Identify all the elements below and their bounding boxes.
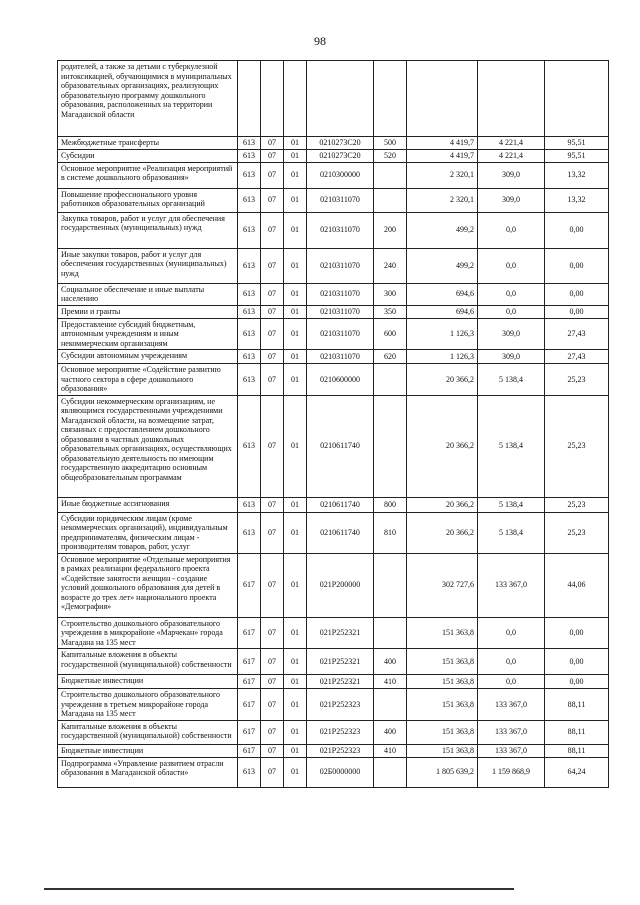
subsection-code-cell: 01 bbox=[284, 350, 307, 364]
ministry-code-cell: 613 bbox=[238, 305, 261, 318]
section-code-cell: 07 bbox=[261, 162, 284, 188]
expense-type-cell: 500 bbox=[374, 137, 407, 150]
table-row bbox=[58, 649, 609, 675]
subsection-code-cell: 01 bbox=[284, 212, 307, 248]
executed-amount-cell: 309,0 bbox=[478, 162, 545, 188]
subsection-code-cell: 01 bbox=[284, 617, 307, 649]
subsection-code-cell: 01 bbox=[284, 744, 307, 757]
table-row bbox=[58, 617, 609, 649]
ministry-code-cell: 613 bbox=[238, 137, 261, 150]
subsection-code-cell: 01 bbox=[284, 497, 307, 512]
approved-amount-cell: 694,6 bbox=[407, 305, 478, 318]
approved-amount-cell: 151 363,8 bbox=[407, 617, 478, 649]
section-code-cell: 07 bbox=[261, 757, 284, 787]
item-name-cell: Межбюджетные трансферты bbox=[58, 137, 238, 150]
execution-percent-cell: 25,23 bbox=[545, 364, 609, 396]
section-code-cell bbox=[261, 61, 284, 137]
approved-amount-cell: 1 126,3 bbox=[407, 318, 478, 350]
subsection-code-cell: 01 bbox=[284, 149, 307, 162]
target-article-cell: 021Р252323 bbox=[307, 744, 374, 757]
executed-amount-cell: 0,0 bbox=[478, 248, 545, 283]
target-article-cell: 021Р200000 bbox=[307, 553, 374, 617]
ministry-code-cell: 613 bbox=[238, 395, 261, 497]
item-name-cell: Капитальные вложения в объекты государственной (муниципальной) собственности bbox=[58, 720, 238, 744]
execution-percent-cell: 25,23 bbox=[545, 395, 609, 497]
executed-amount-cell bbox=[478, 61, 545, 137]
item-name-cell: Закупка товаров, работ и услуг для обеспечения государственных (муниципальных) нужд bbox=[58, 212, 238, 248]
approved-amount-cell: 2 320,1 bbox=[407, 188, 478, 212]
section-code-cell: 07 bbox=[261, 283, 284, 305]
approved-amount-cell: 151 363,8 bbox=[407, 689, 478, 721]
target-article-cell: 0210311070 bbox=[307, 188, 374, 212]
expense-type-cell bbox=[374, 188, 407, 212]
table-row bbox=[58, 318, 609, 350]
executed-amount-cell: 133 367,0 bbox=[478, 720, 545, 744]
table-row bbox=[58, 350, 609, 364]
executed-amount-cell: 5 138,4 bbox=[478, 497, 545, 512]
target-article-cell: 0210611740 bbox=[307, 497, 374, 512]
executed-amount-cell: 5 138,4 bbox=[478, 512, 545, 553]
item-name-cell: Иные закупки товаров, работ и услуг для обеспечения государственных (муниципальных) нужд bbox=[58, 248, 238, 283]
item-name-cell: Предоставление субсидий бюджетным, автономным учреждениям и иным некоммерческим организациям bbox=[58, 318, 238, 350]
target-article-cell: 021Р252321 bbox=[307, 675, 374, 689]
ministry-code-cell: 617 bbox=[238, 720, 261, 744]
subsection-code-cell: 01 bbox=[284, 318, 307, 350]
item-name-cell: Бюджетные инвестиции bbox=[58, 675, 238, 689]
item-name-cell: Социальное обеспечение и иные выплаты населению bbox=[58, 283, 238, 305]
expense-type-cell: 410 bbox=[374, 675, 407, 689]
subsection-code-cell: 01 bbox=[284, 689, 307, 721]
table-row bbox=[58, 675, 609, 689]
section-code-cell: 07 bbox=[261, 744, 284, 757]
page-number: 98 bbox=[314, 34, 326, 48]
item-name-cell: Премии и гранты bbox=[58, 305, 238, 318]
ministry-code-cell: 613 bbox=[238, 188, 261, 212]
approved-amount-cell: 499,2 bbox=[407, 248, 478, 283]
target-article-cell: 0210311070 bbox=[307, 212, 374, 248]
expense-type-cell bbox=[374, 553, 407, 617]
target-article-cell: 0210273С20 bbox=[307, 149, 374, 162]
expense-type-cell: 240 bbox=[374, 248, 407, 283]
execution-percent-cell: 64,24 bbox=[545, 757, 609, 787]
subsection-code-cell: 01 bbox=[284, 305, 307, 318]
approved-amount-cell: 151 363,8 bbox=[407, 675, 478, 689]
ministry-code-cell: 613 bbox=[238, 350, 261, 364]
expense-type-cell: 350 bbox=[374, 305, 407, 318]
execution-percent-cell: 27,43 bbox=[545, 318, 609, 350]
budget-table bbox=[57, 60, 609, 788]
executed-amount-cell: 5 138,4 bbox=[478, 364, 545, 396]
table-row bbox=[58, 61, 609, 137]
expense-type-cell bbox=[374, 617, 407, 649]
table-row bbox=[58, 689, 609, 721]
ministry-code-cell: 613 bbox=[238, 162, 261, 188]
execution-percent-cell: 25,23 bbox=[545, 512, 609, 553]
target-article-cell: 021Р252321 bbox=[307, 649, 374, 675]
subsection-code-cell: 01 bbox=[284, 162, 307, 188]
target-article-cell: 0210311070 bbox=[307, 248, 374, 283]
expense-type-cell: 620 bbox=[374, 350, 407, 364]
execution-percent-cell: 25,23 bbox=[545, 497, 609, 512]
ministry-code-cell: 617 bbox=[238, 649, 261, 675]
approved-amount-cell: 20 366,2 bbox=[407, 364, 478, 396]
subsection-code-cell: 01 bbox=[284, 512, 307, 553]
subsection-code-cell: 01 bbox=[284, 283, 307, 305]
expense-type-cell: 800 bbox=[374, 497, 407, 512]
approved-amount-cell: 499,2 bbox=[407, 212, 478, 248]
table-row bbox=[58, 212, 609, 248]
target-article-cell: 0210300000 bbox=[307, 162, 374, 188]
execution-percent-cell: 95,51 bbox=[545, 149, 609, 162]
section-code-cell: 07 bbox=[261, 305, 284, 318]
item-name-cell: Строительство дошкольного образовательного учреждения в третьем микрорайоне города Магадана на 135 мест bbox=[58, 689, 238, 721]
table-row bbox=[58, 395, 609, 497]
execution-percent-cell: 0,00 bbox=[545, 617, 609, 649]
execution-percent-cell: 13,32 bbox=[545, 188, 609, 212]
execution-percent-cell: 88,11 bbox=[545, 689, 609, 721]
item-name-cell: Основное мероприятие «Содействие развитию частного сектора в сфере дошкольного образования» bbox=[58, 364, 238, 396]
subsection-code-cell: 01 bbox=[284, 720, 307, 744]
executed-amount-cell: 309,0 bbox=[478, 188, 545, 212]
item-name-cell: Субсидии bbox=[58, 149, 238, 162]
ministry-code-cell: 613 bbox=[238, 212, 261, 248]
section-code-cell: 07 bbox=[261, 248, 284, 283]
table-row bbox=[58, 248, 609, 283]
table-row bbox=[58, 744, 609, 757]
table-row bbox=[58, 364, 609, 396]
ministry-code-cell: 617 bbox=[238, 675, 261, 689]
execution-percent-cell: 44,06 bbox=[545, 553, 609, 617]
execution-percent-cell: 0,00 bbox=[545, 649, 609, 675]
executed-amount-cell: 5 138,4 bbox=[478, 395, 545, 497]
ministry-code-cell: 613 bbox=[238, 283, 261, 305]
ministry-code-cell: 613 bbox=[238, 318, 261, 350]
expense-type-cell bbox=[374, 395, 407, 497]
item-name-cell: Иные бюджетные ассигнования bbox=[58, 497, 238, 512]
section-code-cell: 07 bbox=[261, 689, 284, 721]
executed-amount-cell: 133 367,0 bbox=[478, 553, 545, 617]
executed-amount-cell: 0,0 bbox=[478, 305, 545, 318]
target-article-cell: 02Б0000000 bbox=[307, 757, 374, 787]
subsection-code-cell bbox=[284, 61, 307, 137]
item-name-cell: Подпрограмма «Управление развитием отрасли образования в Магаданской области» bbox=[58, 757, 238, 787]
item-name-cell: Капитальные вложения в объекты государственной (муниципальной) собственности bbox=[58, 649, 238, 675]
approved-amount-cell: 20 366,2 bbox=[407, 512, 478, 553]
executed-amount-cell: 0,0 bbox=[478, 283, 545, 305]
executed-amount-cell: 133 367,0 bbox=[478, 744, 545, 757]
table-row bbox=[58, 188, 609, 212]
section-code-cell: 07 bbox=[261, 512, 284, 553]
item-name-cell: Основное мероприятие «Реализация мероприятий в системе дошкольного образования» bbox=[58, 162, 238, 188]
ministry-code-cell: 613 bbox=[238, 149, 261, 162]
subsection-code-cell: 01 bbox=[284, 675, 307, 689]
executed-amount-cell: 0,0 bbox=[478, 675, 545, 689]
approved-amount-cell: 4 419,7 bbox=[407, 137, 478, 150]
item-name-cell: Повышение профессионального уровня работников образовательных организаций bbox=[58, 188, 238, 212]
section-code-cell: 07 bbox=[261, 350, 284, 364]
expense-type-cell: 400 bbox=[374, 649, 407, 675]
ministry-code-cell: 613 bbox=[238, 512, 261, 553]
subsection-code-cell: 01 bbox=[284, 757, 307, 787]
executed-amount-cell: 0,0 bbox=[478, 212, 545, 248]
section-code-cell: 07 bbox=[261, 497, 284, 512]
item-name-cell: родителей, а также за детьми с туберкулезной интоксикацией, обучающимися в муниципальных образовательных организациях, реализующих образовательную программу дошкольного образования, расположенных на территории Магаданской области bbox=[58, 61, 238, 137]
section-code-cell: 07 bbox=[261, 149, 284, 162]
approved-amount-cell: 151 363,8 bbox=[407, 649, 478, 675]
approved-amount-cell: 302 727,6 bbox=[407, 553, 478, 617]
target-article-cell: 0210311070 bbox=[307, 283, 374, 305]
approved-amount-cell: 694,6 bbox=[407, 283, 478, 305]
execution-percent-cell: 13,32 bbox=[545, 162, 609, 188]
target-article-cell: 0210611740 bbox=[307, 512, 374, 553]
target-article-cell bbox=[307, 61, 374, 137]
subsection-code-cell: 01 bbox=[284, 649, 307, 675]
executed-amount-cell: 309,0 bbox=[478, 350, 545, 364]
subsection-code-cell: 01 bbox=[284, 364, 307, 396]
item-name-cell: Основное мероприятие «Отдельные мероприятия в рамках реализации федерального проекта «Содействие занятости женщин - создание условий дошкольного образования для детей в возрасте до трех лет» национального проекта «Демография» bbox=[58, 553, 238, 617]
execution-percent-cell: 0,00 bbox=[545, 248, 609, 283]
subsection-code-cell: 01 bbox=[284, 248, 307, 283]
approved-amount-cell: 4 419,7 bbox=[407, 149, 478, 162]
target-article-cell: 021Р252323 bbox=[307, 689, 374, 721]
expense-type-cell bbox=[374, 689, 407, 721]
approved-amount-cell: 20 366,2 bbox=[407, 395, 478, 497]
expense-type-cell: 410 bbox=[374, 744, 407, 757]
ministry-code-cell: 617 bbox=[238, 689, 261, 721]
table-row bbox=[58, 720, 609, 744]
table-row bbox=[58, 162, 609, 188]
expense-type-cell bbox=[374, 364, 407, 396]
subsection-code-cell: 01 bbox=[284, 395, 307, 497]
target-article-cell: 0210311070 bbox=[307, 305, 374, 318]
table-row bbox=[58, 512, 609, 553]
approved-amount-cell: 151 363,8 bbox=[407, 720, 478, 744]
table-row bbox=[58, 283, 609, 305]
ministry-code-cell: 613 bbox=[238, 248, 261, 283]
expense-type-cell bbox=[374, 757, 407, 787]
target-article-cell: 0210611740 bbox=[307, 395, 374, 497]
executed-amount-cell: 309,0 bbox=[478, 318, 545, 350]
target-article-cell: 0210273С20 bbox=[307, 137, 374, 150]
executed-amount-cell: 4 221,4 bbox=[478, 137, 545, 150]
budget-table-body bbox=[58, 61, 609, 788]
section-code-cell: 07 bbox=[261, 364, 284, 396]
execution-percent-cell: 0,00 bbox=[545, 675, 609, 689]
executed-amount-cell: 0,0 bbox=[478, 649, 545, 675]
table-row bbox=[58, 757, 609, 787]
execution-percent-cell: 0,00 bbox=[545, 305, 609, 318]
expense-type-cell: 520 bbox=[374, 149, 407, 162]
ministry-code-cell: 613 bbox=[238, 497, 261, 512]
bottom-rule bbox=[44, 888, 514, 890]
approved-amount-cell bbox=[407, 61, 478, 137]
executed-amount-cell: 133 367,0 bbox=[478, 689, 545, 721]
approved-amount-cell: 2 320,1 bbox=[407, 162, 478, 188]
ministry-code-cell: 617 bbox=[238, 617, 261, 649]
table-row bbox=[58, 149, 609, 162]
table-row bbox=[58, 497, 609, 512]
expense-type-cell: 810 bbox=[374, 512, 407, 553]
subsection-code-cell: 01 bbox=[284, 188, 307, 212]
item-name-cell: Субсидии автономным учреждениям bbox=[58, 350, 238, 364]
section-code-cell: 07 bbox=[261, 675, 284, 689]
item-name-cell: Бюджетные инвестиции bbox=[58, 744, 238, 757]
approved-amount-cell: 1 805 639,2 bbox=[407, 757, 478, 787]
ministry-code-cell: 617 bbox=[238, 744, 261, 757]
expense-type-cell bbox=[374, 61, 407, 137]
ministry-code-cell: 613 bbox=[238, 364, 261, 396]
section-code-cell: 07 bbox=[261, 188, 284, 212]
execution-percent-cell bbox=[545, 61, 609, 137]
subsection-code-cell: 01 bbox=[284, 553, 307, 617]
execution-percent-cell: 0,00 bbox=[545, 283, 609, 305]
target-article-cell: 0210311070 bbox=[307, 350, 374, 364]
approved-amount-cell: 1 126,3 bbox=[407, 350, 478, 364]
section-code-cell: 07 bbox=[261, 212, 284, 248]
ministry-code-cell bbox=[238, 61, 261, 137]
execution-percent-cell: 0,00 bbox=[545, 212, 609, 248]
section-code-cell: 07 bbox=[261, 617, 284, 649]
section-code-cell: 07 bbox=[261, 137, 284, 150]
expense-type-cell: 300 bbox=[374, 283, 407, 305]
target-article-cell: 0210311070 bbox=[307, 318, 374, 350]
ministry-code-cell: 613 bbox=[238, 757, 261, 787]
executed-amount-cell: 1 159 868,9 bbox=[478, 757, 545, 787]
execution-percent-cell: 95,51 bbox=[545, 137, 609, 150]
approved-amount-cell: 20 366,2 bbox=[407, 497, 478, 512]
item-name-cell: Строительство дошкольного образовательного учреждения в микрорайоне «Марчекан» города Магадана на 135 мест bbox=[58, 617, 238, 649]
expense-type-cell: 400 bbox=[374, 720, 407, 744]
section-code-cell: 07 bbox=[261, 553, 284, 617]
ministry-code-cell: 617 bbox=[238, 553, 261, 617]
table-row bbox=[58, 305, 609, 318]
subsection-code-cell: 01 bbox=[284, 137, 307, 150]
table-row bbox=[58, 553, 609, 617]
approved-amount-cell: 151 363,8 bbox=[407, 744, 478, 757]
target-article-cell: 0210600000 bbox=[307, 364, 374, 396]
section-code-cell: 07 bbox=[261, 318, 284, 350]
execution-percent-cell: 27,43 bbox=[545, 350, 609, 364]
section-code-cell: 07 bbox=[261, 649, 284, 675]
execution-percent-cell: 88,11 bbox=[545, 720, 609, 744]
executed-amount-cell: 0,0 bbox=[478, 617, 545, 649]
section-code-cell: 07 bbox=[261, 720, 284, 744]
expense-type-cell bbox=[374, 162, 407, 188]
item-name-cell: Субсидии юридическим лицам (кроме некоммерческих организаций), индивидуальным предпринимателям, физическим лицам - производителям товаров, работ, услуг bbox=[58, 512, 238, 553]
execution-percent-cell: 88,11 bbox=[545, 744, 609, 757]
target-article-cell: 021Р252323 bbox=[307, 720, 374, 744]
target-article-cell: 021Р252321 bbox=[307, 617, 374, 649]
expense-type-cell: 200 bbox=[374, 212, 407, 248]
executed-amount-cell: 4 221,4 bbox=[478, 149, 545, 162]
expense-type-cell: 600 bbox=[374, 318, 407, 350]
table-row bbox=[58, 137, 609, 150]
item-name-cell: Субсидии некоммерческим организациям, не являющимся государственными учреждениями Магаданской области, на возмещение затрат, связанных с предоставлением дошкольного образования в частных дошкольных образовательных организациях, осуществляющих образовательную деятельность по имеющим государственную аккредитацию основным общеобразовательным программам bbox=[58, 395, 238, 497]
section-code-cell: 07 bbox=[261, 395, 284, 497]
